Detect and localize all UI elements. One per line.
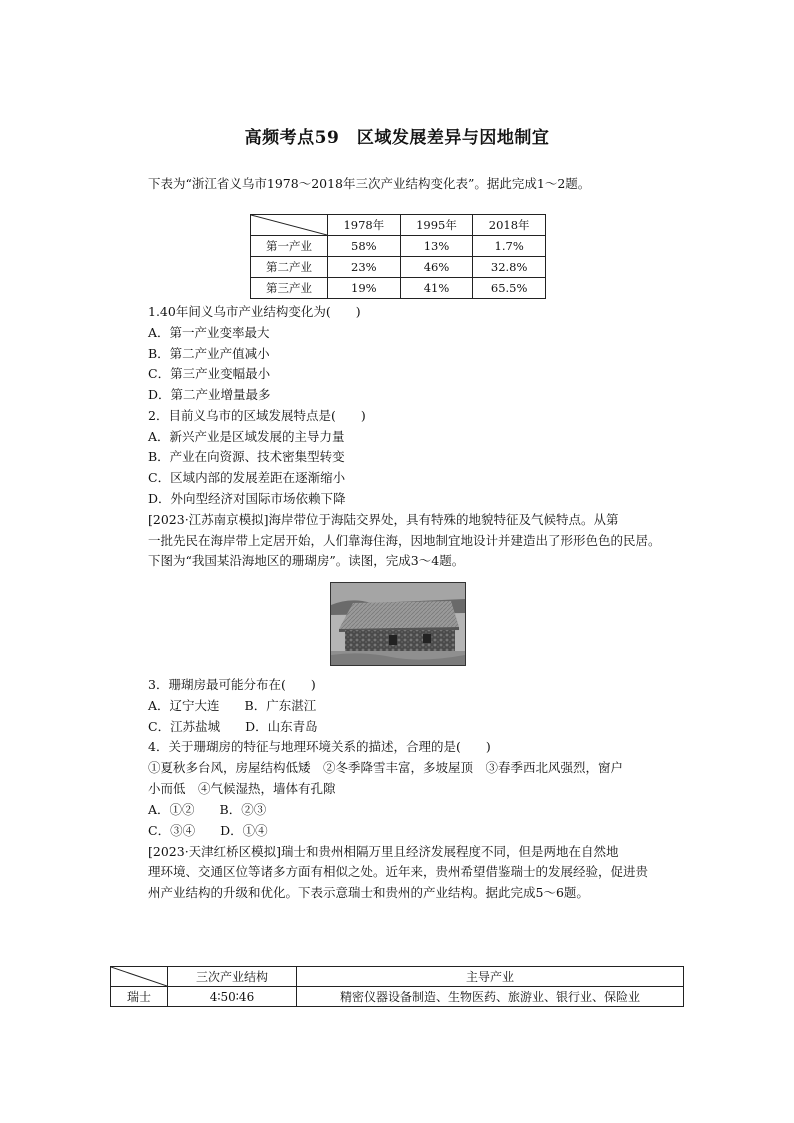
table-cell: 精密仪器设备制造、生物医药、旅游业、银行业、保险业 xyxy=(297,987,684,1007)
table-cell: 41% xyxy=(400,278,473,299)
question-3-options-cd: C．江苏盐城 D．山东青岛 xyxy=(148,719,318,734)
question-1-option-d: D．第二产业增量最多 xyxy=(148,387,271,402)
intro-paragraph-1: 下表为“浙江省义乌市1978～2018年三次产业结构变化表”。据此完成1～2题。 xyxy=(148,176,591,191)
diagonal-line-icon xyxy=(111,967,167,986)
column-header: 2018年 xyxy=(473,215,546,236)
diagonal-header-cell xyxy=(251,215,328,236)
column-header: 1995年 xyxy=(400,215,473,236)
intro-paragraph-3-line-1: [2023·天津红桥区模拟]瑞士和贵州相隔万里且经济发展程度不同，但是两地在自然地 xyxy=(148,844,619,859)
table-header-row xyxy=(251,215,546,236)
table-cell: 58% xyxy=(328,236,401,257)
question-1-option-a: A．第一产业变率最大 xyxy=(148,325,270,340)
question-4-options-cd: C．③④ D．①④ xyxy=(148,823,268,838)
coral-house-illustration-icon xyxy=(331,583,465,665)
diagonal-line-icon xyxy=(251,215,327,235)
question-4-statements-line-2: 小而低 ④气候湿热，墙体有孔隙 xyxy=(148,781,336,796)
question-4-statements-line-1: ①夏秋多台风，房屋结构低矮 ②冬季降雪丰富，多坡屋顶 ③春季西北风强烈，窗户 xyxy=(148,760,624,775)
question-4-options-ab: A．①② B．②③ xyxy=(148,802,267,817)
table-cell: 46% xyxy=(400,257,473,278)
table-cell: 4∶50∶46 xyxy=(168,987,297,1007)
question-2-stem: 2．目前义乌市的区域发展特点是( ) xyxy=(148,408,366,423)
intro-paragraph-2-line-2: 一批先民在海岸带上定居开始，人们靠海住海，因地制宜地设计并建造出了形形色色的民居。 xyxy=(148,533,661,548)
table-cell: 1.7% xyxy=(473,236,546,257)
table-row xyxy=(251,257,546,278)
question-2-option-a: A．新兴产业是区域发展的主导力量 xyxy=(148,429,345,444)
page-title: 高频考点59 区域发展差异与因地制宜 xyxy=(244,128,550,148)
industry-comparison-table xyxy=(110,966,684,1007)
intro-paragraph-3-line-2: 理环境、交通区位等诸多方面有相似之处。近年来，贵州希望借鉴瑞士的发展经验，促进贵 xyxy=(148,864,649,879)
question-2-option-d: D．外向型经济对国际市场依赖下降 xyxy=(148,491,346,506)
question-1-option-c: C．第三产业变幅最小 xyxy=(148,366,271,381)
table-header-row xyxy=(111,967,684,987)
industry-structure-table xyxy=(250,214,546,299)
table-cell: 19% xyxy=(328,278,401,299)
intro-paragraph-2-line-1: [2023·江苏南京模拟]海岸带位于海陆交界处，具有特殊的地貌特征及气候特点。从第 xyxy=(148,512,619,527)
intro-paragraph-3-line-3: 州产业结构的升级和优化。下表示意瑞士和贵州的产业结构。据此完成5～6题。 xyxy=(148,885,589,900)
question-3-options-ab: A．辽宁大连 B．广东湛江 xyxy=(148,698,317,713)
table-cell: 32.8% xyxy=(473,257,546,278)
table-row xyxy=(111,987,684,1007)
column-header: 1978年 xyxy=(328,215,401,236)
row-label: 瑞士 xyxy=(111,987,168,1007)
row-label: 第二产业 xyxy=(251,257,328,278)
coral-house-photo xyxy=(330,582,466,666)
question-2-option-c: C．区域内部的发展差距在逐渐缩小 xyxy=(148,470,346,485)
question-2-option-b: B．产业在向资源、技术密集型转变 xyxy=(148,449,345,464)
intro-paragraph-2-line-3: 下图为“我国某沿海地区的珊瑚房”。读图，完成3～4题。 xyxy=(148,553,465,568)
table-row xyxy=(251,278,546,299)
diagonal-header-cell xyxy=(111,967,168,987)
row-label: 第三产业 xyxy=(251,278,328,299)
table-cell: 13% xyxy=(400,236,473,257)
table-cell: 23% xyxy=(328,257,401,278)
question-1-option-b: B．第二产业产值减小 xyxy=(148,346,270,361)
column-header: 主导产业 xyxy=(297,967,684,987)
column-header: 三次产业结构 xyxy=(168,967,297,987)
table-row xyxy=(251,236,546,257)
row-label: 第一产业 xyxy=(251,236,328,257)
table-cell: 65.5% xyxy=(473,278,546,299)
question-1-stem: 1.40年间义乌市产业结构变化为( ) xyxy=(148,304,361,319)
question-4-stem: 4．关于珊瑚房的特征与地理环境关系的描述，合理的是( ) xyxy=(148,739,491,754)
question-3-stem: 3．珊瑚房最可能分布在( ) xyxy=(148,677,316,692)
